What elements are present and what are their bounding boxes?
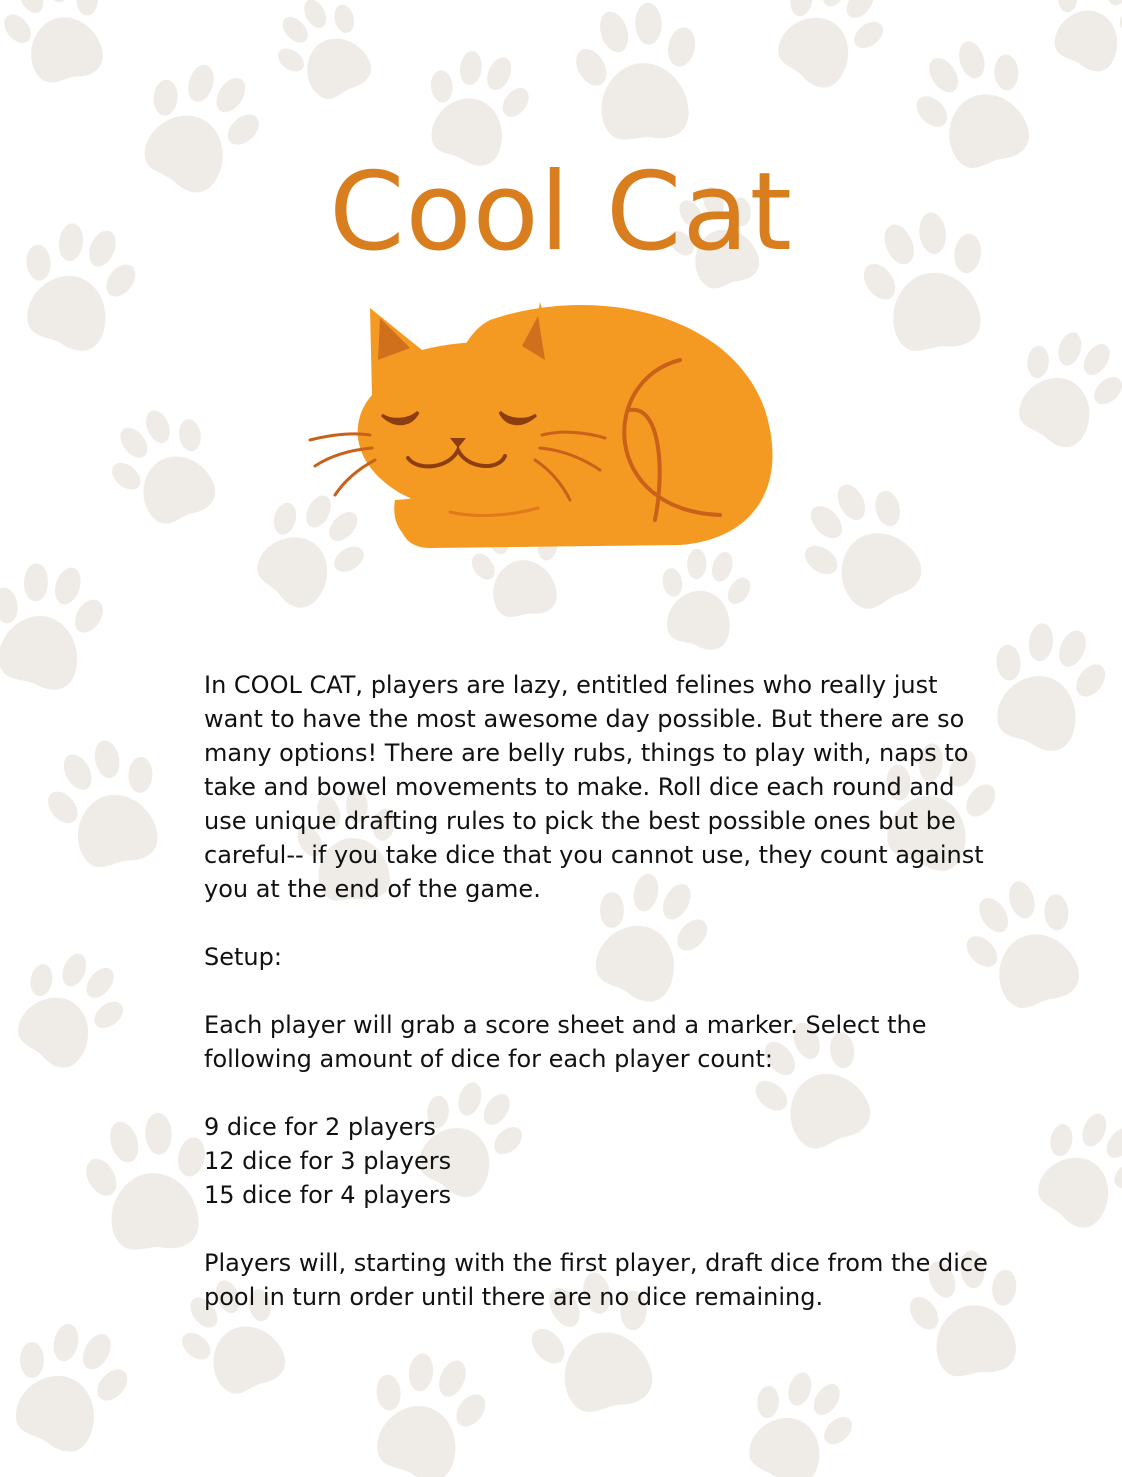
intro-paragraph: In COOL CAT, players are lazy, entitled felines who really just want to have the most awesome day possible. But there are so many options! There are belly rubs, things to play with, naps to take and bowel movements to make. Roll dice each round and use unique drafting rules to pick the best possible ones but be careful-- if you take dice that you cannot use, they count against you at the end of the game. [204, 671, 984, 903]
paw-print-icon [352, 1339, 500, 1477]
paw-print-icon [778, 460, 948, 631]
dice-count-4-players: 15 dice for 4 players [204, 1181, 452, 1209]
paw-print-icon [754, 0, 903, 104]
setup-paragraph: Each player will grab a score sheet and a marker. Select the following amount of dice for each player count: [204, 1011, 927, 1073]
paw-print-icon [90, 391, 239, 542]
dice-count-3-players: 12 dice for 3 players [204, 1147, 452, 1175]
setup-heading: Setup: [204, 943, 282, 971]
paw-print-icon [256, 0, 392, 117]
page-title: Cool Cat [329, 150, 793, 275]
cat-paws [394, 496, 555, 545]
paw-print-icon [1034, 0, 1122, 82]
paw-print-icon [725, 1354, 870, 1477]
paw-print-icon [1014, 1093, 1122, 1244]
dice-count-2-players: 9 dice for 2 players [204, 1113, 436, 1141]
paw-print-icon [0, 1307, 145, 1466]
paw-print-icon [972, 609, 1120, 761]
sleeping-cat-illustration [300, 290, 790, 560]
paw-print-icon [29, 725, 184, 884]
paw-print-icon [0, 0, 127, 97]
rules-body [204, 668, 994, 1314]
paw-print-icon [0, 933, 144, 1084]
paw-print-icon [563, 0, 716, 152]
draft-paragraph: Players will, starting with the first player, draft dice from the dice pool in turn order until there are no dice remaining. [204, 1249, 988, 1311]
paw-print-icon [995, 314, 1122, 462]
paw-print-icon [73, 1103, 226, 1262]
paw-print-icon [0, 553, 115, 697]
